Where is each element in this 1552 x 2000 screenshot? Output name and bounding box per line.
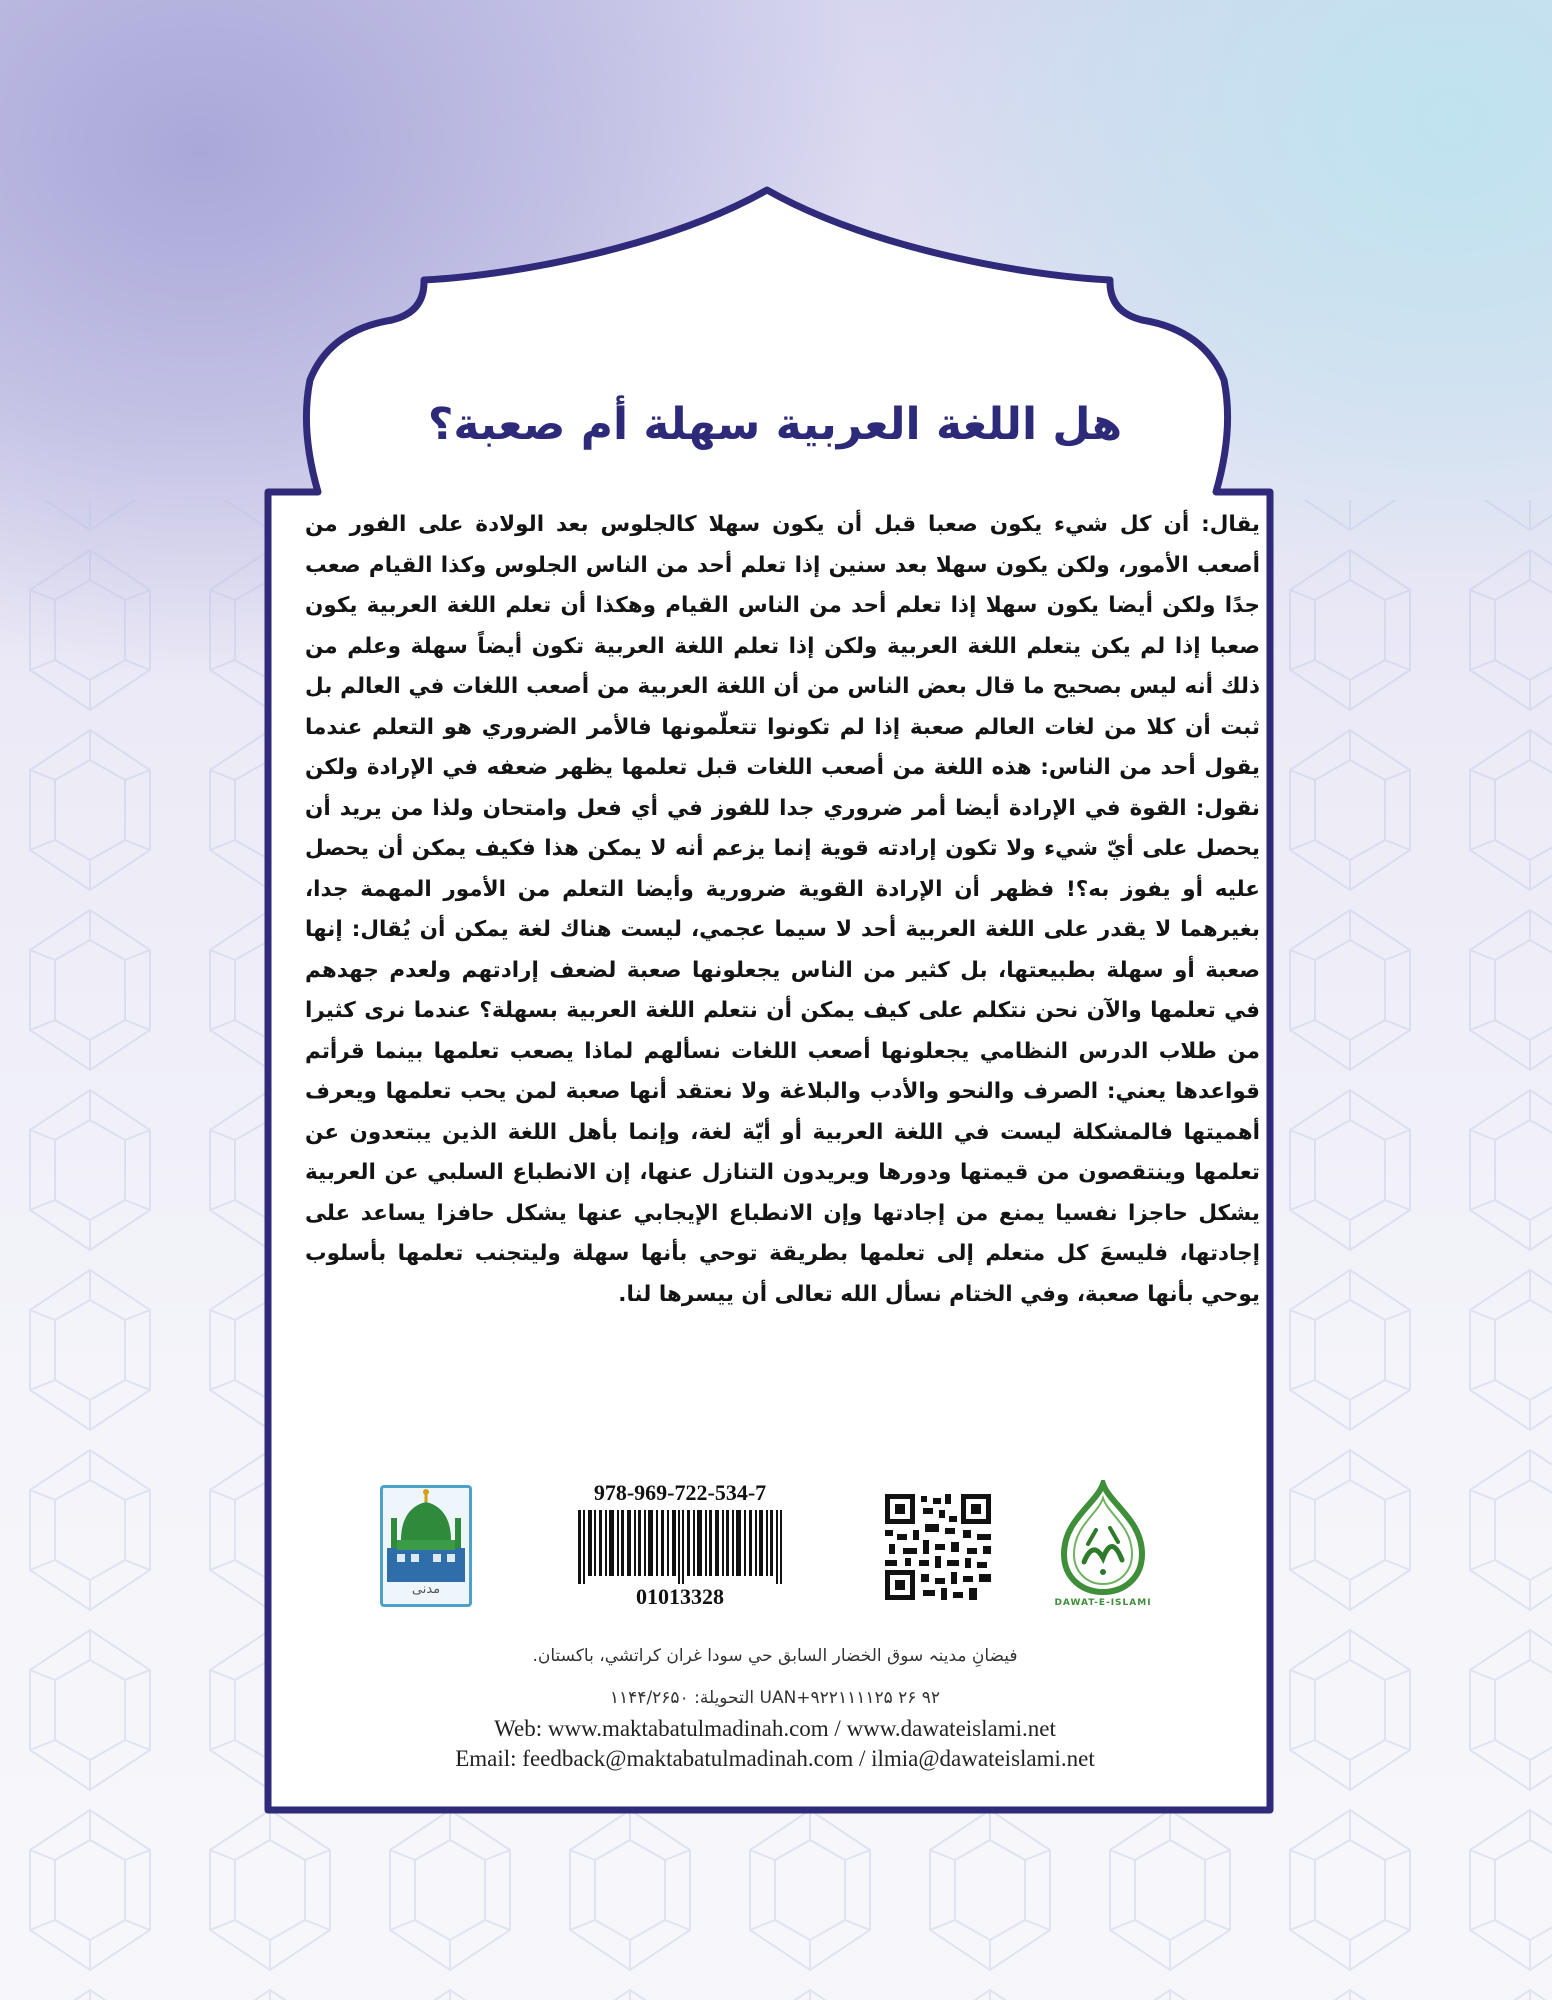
barcode-number: 01013328 [636, 1584, 724, 1609]
logo-row [370, 1480, 1190, 1620]
page-title: هل اللغة العربية سهلة أم صعبة؟ [427, 399, 1123, 450]
barcode-icon [578, 1510, 782, 1584]
body-text: أن كل شيء يكون صعبا قبل أن يكون سهلا كالجلوس بعد الولادة على الفور من أصعب الأمور، ولكن يكون سهلا بعد سنين إذا تعلم أحد من الناس الجلوس وكذا القيام صعب جدًا ولكن أيضا يكون سهلا إذا تعلم أحد من الناس القيام وهكذا أن تعلم اللغة العربية يكون صعبا إذا لم يكن يتعلم اللغة العربية ولكن إذا تعلم اللغة العربية تكون أيضاً سهلة وعلم من ذلك أنه ليس بصحيح ما قال بعض الناس من أن اللغة العربية من أصعب اللغات في العالم بل ثبت أن كلا من لغات العالم صعبة إذا لم تكونوا تتعلّمونها فالأمر الضروري هو التعلم عندما يقول أحد من الناس: هذه اللغة من أصعب اللغات قبل تعلمها يظهر ضعفه في الإرادة ولكن نقول: القوة في الإرادة أيضا أمر ضروري جدا للفوز في أي فعل وامتحان ولذا من يريد أن يحصل على أيّ شيء ولا تكون إرادته قوية إنما يزعم أنه لا يمكن هذا فكيف يمكن أن يحصل عليه أو يفوز به؟! فظهر أن الإرادة القوية ضرورية وأيضا التعلم من الأمور المهمة جدا، بغيرهما لا يقدر على اللغة العربية أحد لا سيما عجمي، ليست هناك لغة يمكن أن يُقال: إنها صعبة أو سهلة بطبيعتها، بل كثير من الناس يجعلونها صعبة لضعف إرادتهم ولعدم جهدهم في تعلمها والآن نحن نتكلم على كيف يمكن أن نتعلم اللغة العربية بسهلة؟ عندما نرى كثيرا من طلاب الدرس النظامي يجعلونها أصعب اللغات نسألهم لماذا يصعب تعلمها بينما قرأتم قواعدها يعني: الصرف والنحو والأدب والبلاغة ولا نعتقد أنها صعبة لمن يحب تعلمها ويعرف أهميتها فالمشكلة ليست في اللغة العربية أو أيّة لغة، وإنما بأهل اللغة الذين يبتعدون عن تعلمها وينتقصون من قيمتها ودورها ويريدون التنازل عنها، إن الانطباع السلبي عن العربية يشكل حاجزا نفسيا يمنع من إجادتها وإن الانطباع الإيجابي عنها يشكل حافزا يساعد على إجادتها، فليسعَ كل متعلم إلى تعلمها بطريقة توحي بأنها سهلة وليتجنب تعلمها بأسلوب يوحي بأنها صعبة، وفي الختام نسأل الله تعالى أن ييسرها لنا. [305, 512, 1260, 1307]
maktaba-madinah-logo [380, 1485, 472, 1607]
body-lead: يقال: [1201, 512, 1260, 537]
email-links[interactable]: Email: feedback@maktabatulmadinah.com / ilmia@dawateislami.net [455, 1746, 1095, 1771]
madinah-caption: مدنی [411, 1582, 441, 1597]
address-line: فیضانِ مدینہ سوق الخضار السابق حي سودا غران کراتشي، باکستان. [532, 1646, 1018, 1666]
isbn-number: 978-969-722-534-7 [593, 1480, 767, 1505]
logo-caption: DAWAT-E-ISLAMI [1054, 1598, 1152, 1608]
body-paragraph [305, 505, 1260, 1455]
phone-line: UAN+۹۲۲۱۱۱۱۲۵ ۲۶ ۹۲ التحويلة: ۱۱۴۴/۲۶۵۰ [609, 1688, 941, 1708]
website-links[interactable]: Web: www.maktabatulmadinah.com / www.dawateislami.net [494, 1716, 1056, 1741]
isbn-block [560, 1480, 800, 1620]
qr-code-icon [885, 1494, 991, 1600]
dawat-e-islami-logo [1038, 1480, 1168, 1620]
